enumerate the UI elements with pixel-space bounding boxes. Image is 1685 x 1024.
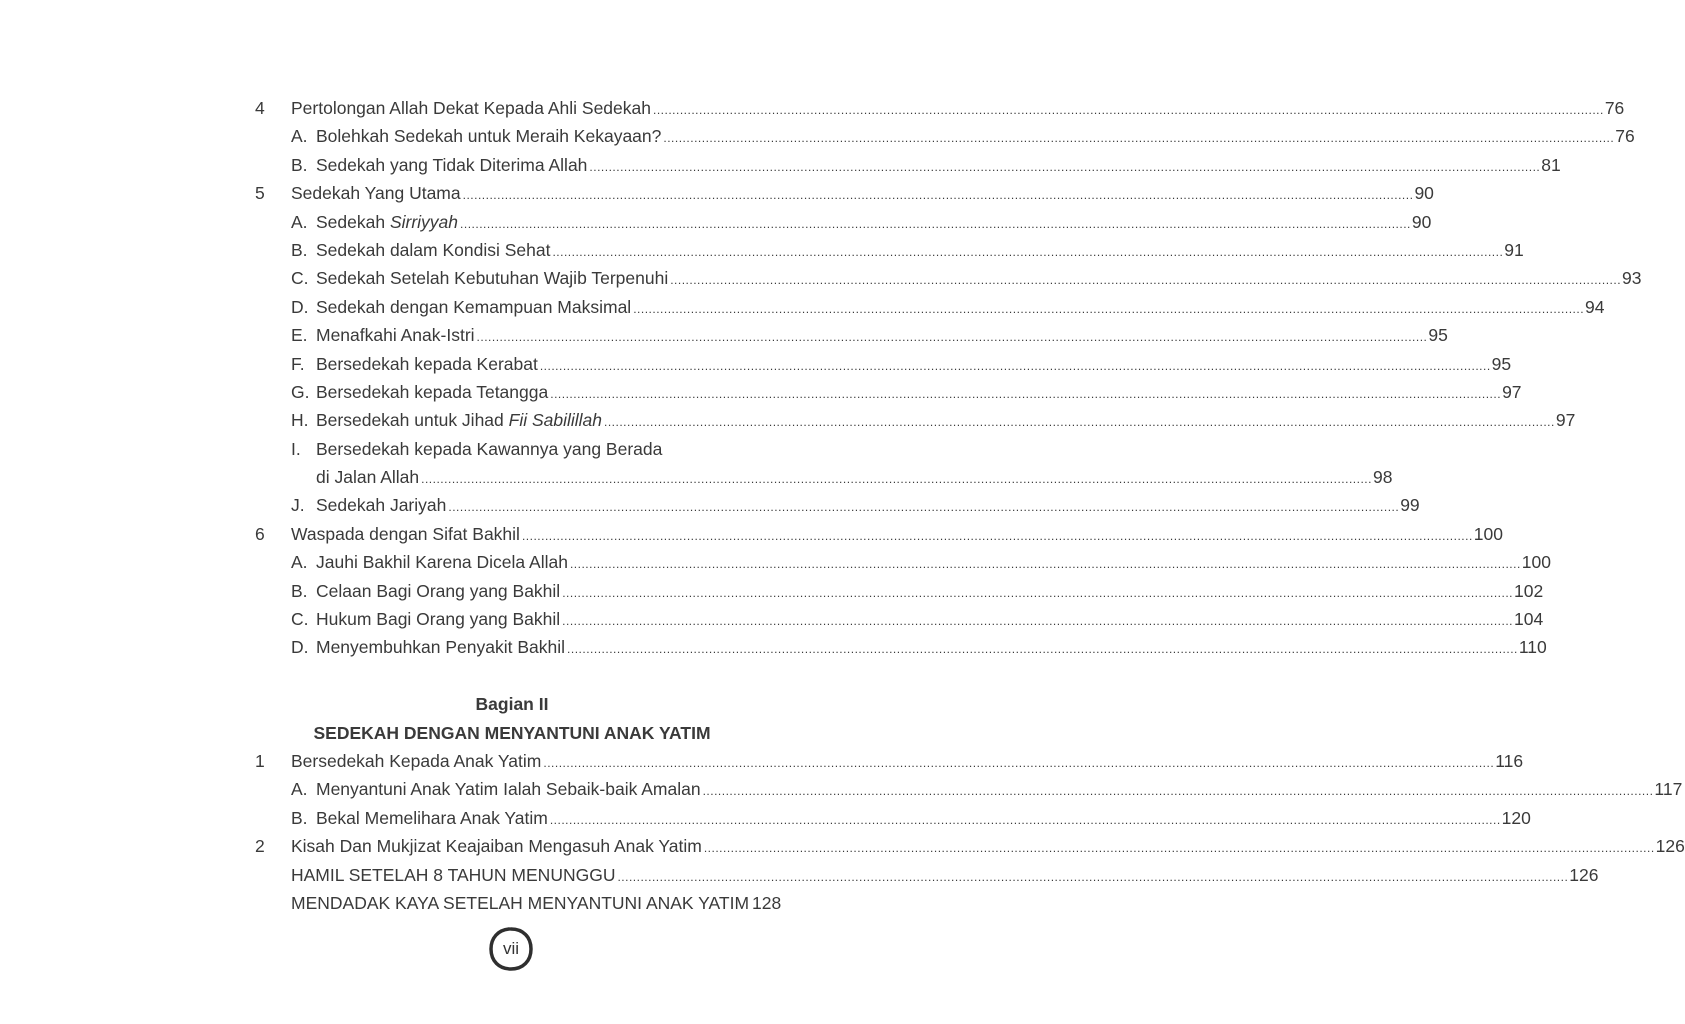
page-number: 128 <box>752 892 782 913</box>
subentry-title: Sedekah dengan Kemampuan Maksimal <box>316 296 632 317</box>
subentry-letter: B. <box>291 807 308 828</box>
toc-subentry[interactable] <box>255 350 1512 378</box>
title-text: Bersedekah untuk Jihad <box>316 410 509 431</box>
dot-leader <box>550 806 1501 834</box>
subentry-title: Menafkahi Anak-Istri <box>316 325 475 346</box>
dot-leader <box>540 352 1491 380</box>
page-number: 98 <box>1372 467 1393 488</box>
toc-subentry[interactable] <box>255 293 1605 321</box>
subentry-letter: D. <box>291 296 309 317</box>
page-number: 110 <box>1518 637 1547 658</box>
subentry-title: Sedekah Jariyah <box>316 495 447 516</box>
toc-subentry[interactable] <box>255 151 1561 179</box>
subentry-letter: G. <box>291 381 310 402</box>
dot-leader <box>477 323 1428 351</box>
chapter-title: Pertolongan Allah Dekat Kepada Ahli Sedekah <box>291 98 651 118</box>
toc-subentry[interactable] <box>255 577 1544 605</box>
title-italic-text: Fii Sabilillah <box>508 410 603 431</box>
page-number: 100 <box>1521 552 1551 573</box>
part-title: SEDEKAH DENGAN MENYANTUNI ANAK YATIM <box>313 722 711 743</box>
dot-leader <box>562 579 1513 607</box>
subentry-title: Sedekah yang Tidak Diterima Allah <box>316 154 588 175</box>
page-number: 126 <box>1655 836 1685 857</box>
toc-subentry[interactable] <box>255 406 1576 434</box>
subentry-letter: C. <box>291 609 309 630</box>
toc-subentry[interactable] <box>255 208 1432 236</box>
page-number: 90 <box>1414 183 1434 204</box>
dot-leader <box>703 777 1654 805</box>
toc-chapter[interactable] <box>255 94 1625 122</box>
toc-story-entry[interactable] <box>255 861 1599 889</box>
page-number: 104 <box>1513 609 1544 630</box>
subentry-letter: E. <box>291 325 308 346</box>
page-number: 93 <box>1622 268 1642 289</box>
chapter-title: Waspada dengan Sifat Bakhil <box>291 523 520 544</box>
chapter-number: 5 <box>255 183 265 204</box>
subentry-letter: A. <box>291 779 308 800</box>
page-number: 97 <box>1555 410 1576 431</box>
toc-subentry[interactable] <box>255 605 1544 633</box>
toc-subentry[interactable] <box>255 236 1524 264</box>
chapter-number: 4 <box>255 98 265 118</box>
dot-leader <box>543 749 1494 777</box>
chapter-number: 6 <box>255 523 265 544</box>
toc-subentry[interactable] <box>255 435 769 463</box>
subentry-letter: A. <box>291 211 308 232</box>
dot-leader <box>617 863 1568 891</box>
subentry-letter: B. <box>291 580 308 601</box>
dot-leader <box>670 266 1621 294</box>
dot-leader <box>589 153 1540 181</box>
dot-leader <box>562 607 1513 635</box>
toc-chapter[interactable] <box>255 747 1524 775</box>
toc-chapter[interactable] <box>255 520 1503 548</box>
subentry-letter: B. <box>291 154 308 175</box>
dot-leader <box>522 522 1473 550</box>
subentry-title: Celaan Bagi Orang yang Bakhil <box>316 580 561 601</box>
chapter-title: Kisah Dan Mukjizat Keajaiban Mengasuh Anak Yatim <box>291 836 702 857</box>
subentry-letter: D. <box>291 637 309 658</box>
subentry-letter: A. <box>291 126 308 147</box>
page-number: 76 <box>1604 98 1625 118</box>
page-number: 76 <box>1615 126 1635 147</box>
page-number: 120 <box>1501 807 1531 828</box>
chapter-title: Sedekah Yang Utama <box>291 183 461 204</box>
toc-chapter[interactable] <box>255 832 1685 860</box>
subentry-title: Sedekah Setelah Kebutuhan Wajib Terpenuhi <box>316 268 669 289</box>
table-of-contents <box>255 94 1685 917</box>
page-number: 100 <box>1473 523 1503 544</box>
dot-leader <box>653 96 1604 124</box>
subentry-letter: A. <box>291 552 308 573</box>
subentry-title: Jauhi Bakhil Karena Dicela Allah <box>316 552 568 573</box>
subentry-title: Sedekah dalam Kondisi Sehat <box>316 239 551 260</box>
toc-subentry[interactable] <box>255 804 1531 832</box>
subentry-title: Bekal Memelihara Anak Yatim <box>316 807 548 828</box>
toc-subentry[interactable] <box>255 264 1642 292</box>
subentry-letter: I. <box>291 438 301 459</box>
subentry-title <box>316 208 460 236</box>
dot-leader <box>460 210 1411 238</box>
page-folio <box>487 925 535 973</box>
toc-chapter[interactable] <box>255 179 1434 207</box>
subentry-title-line2: di Jalan Allah <box>316 467 420 488</box>
subentry-title: Bersedekah kepada Kerabat <box>316 353 538 374</box>
dot-leader <box>604 408 1555 436</box>
subentry-title: Menyembuhkan Penyakit Bakhil <box>316 637 566 658</box>
toc-subentry[interactable] <box>255 321 1448 349</box>
page-number: 99 <box>1400 495 1420 516</box>
dot-leader <box>550 380 1501 408</box>
dot-leader <box>463 181 1414 209</box>
subentry-title-line1: Bersedekah kepada Kawannya yang Berada <box>316 438 663 459</box>
dot-leader <box>448 493 1399 521</box>
toc-subentry[interactable] <box>255 378 1522 406</box>
dot-leader <box>704 834 1655 862</box>
toc-subentry[interactable] <box>255 548 1551 576</box>
dot-leader <box>633 295 1584 323</box>
toc-subentry-continuation[interactable] <box>255 463 1393 491</box>
title-italic-text: Sirriyyah <box>389 211 459 232</box>
page-number: 95 <box>1491 353 1512 374</box>
toc-story-entry[interactable] <box>255 889 782 917</box>
page-number: 90 <box>1411 211 1432 232</box>
subentry-title <box>316 406 604 434</box>
page-number: 126 <box>1569 864 1599 885</box>
chapter-number: 2 <box>255 836 265 857</box>
dot-leader <box>663 124 1614 152</box>
page-number: 117 <box>1654 779 1683 800</box>
page-number: 91 <box>1504 239 1524 260</box>
part-label: Bagian II <box>475 694 549 715</box>
subentry-title: Menyantuni Anak Yatim Ialah Sebaik-baik Amalan <box>316 779 701 800</box>
chapter-title: Bersedekah Kepada Anak Yatim <box>291 750 542 771</box>
toc-subentry[interactable] <box>255 633 1547 661</box>
toc-subentry[interactable] <box>255 122 1635 150</box>
subentry-letter: J. <box>291 495 305 516</box>
toc-subentry[interactable] <box>255 491 1420 519</box>
subentry-letter: F. <box>291 353 305 374</box>
dot-leader <box>570 550 1521 578</box>
subentry-title: Bersedekah kepada Tetangga <box>316 381 549 402</box>
page-number: 81 <box>1541 154 1561 175</box>
page-number: 94 <box>1585 296 1605 317</box>
dot-leader <box>421 465 1372 493</box>
subentry-title: Bolehkah Sedekah untuk Meraih Kekayaan? <box>316 126 662 147</box>
toc-subentry[interactable] <box>255 775 1683 803</box>
subentry-title: Hukum Bagi Orang yang Bakhil <box>316 609 561 630</box>
subentry-letter: C. <box>291 268 309 289</box>
page-number: 116 <box>1495 750 1524 771</box>
story-title: HAMIL SETELAH 8 TAHUN MENUNGGU <box>291 864 616 885</box>
page-number: 95 <box>1428 325 1448 346</box>
dot-leader <box>552 238 1503 266</box>
page-number: 102 <box>1514 580 1544 601</box>
section-spacer <box>255 662 769 690</box>
folio-number: vii <box>502 939 520 958</box>
chapter-number: 1 <box>255 750 265 771</box>
subentry-letter: B. <box>291 239 308 260</box>
title-text: Sedekah <box>316 211 390 232</box>
dot-leader <box>567 635 1518 663</box>
page-number: 97 <box>1502 381 1522 402</box>
story-title: MENDADAK KAYA SETELAH MENYANTUNI ANAK YATIM <box>291 892 750 913</box>
subentry-letter: H. <box>291 410 309 431</box>
